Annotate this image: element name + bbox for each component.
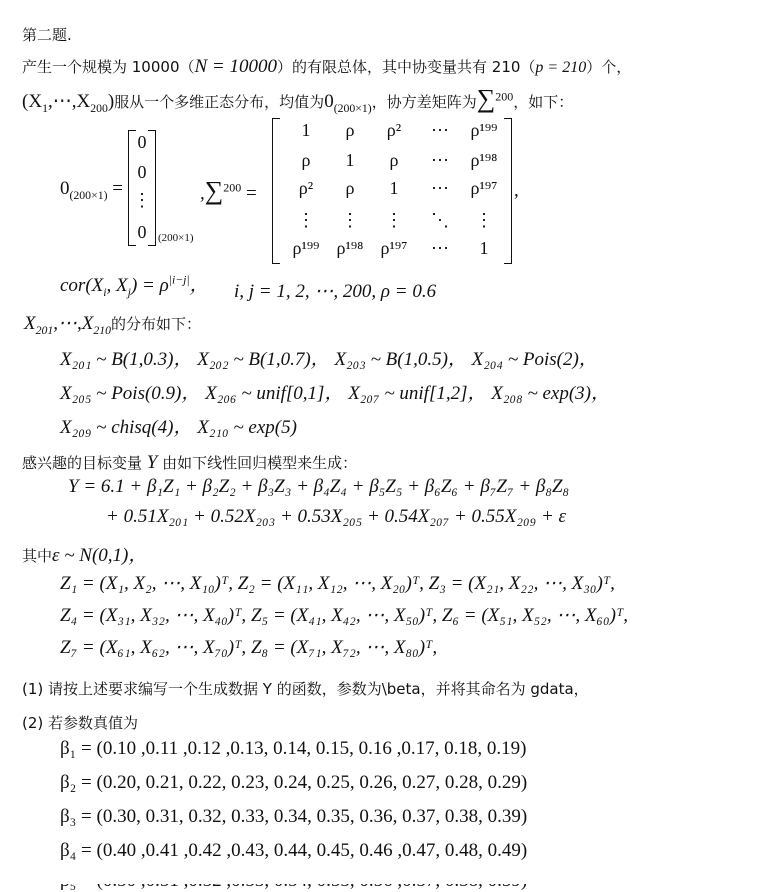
cov-cell: ⋮	[341, 210, 359, 230]
dist-item: X₂₀₂ ~ B(1,0.7)，	[197, 349, 330, 370]
problem-title: 第二题.	[22, 26, 72, 44]
intro-line-2: $(X_1,\cdots,X_{200})$服从一个多维正态分布，均值为$0_{(200\times 1)}$，协方差矩阵为∑$^{200}$，如下：	[22, 84, 574, 115]
mean-vector-label: $0_{(200\times 1)}$ =	[60, 178, 123, 202]
z-def: Z₂ = (X₁₁, X₁₂, ⋯, X₂₀)ᵀ,	[237, 573, 424, 594]
cov-cell: ⋮	[475, 210, 493, 230]
cov-cell: ρ¹⁹⁹	[470, 120, 498, 140]
cov-cell: ρ¹⁹⁸	[470, 150, 498, 170]
correlation-formula: $cor(X_i$, $X_j) = \rho^{|i-j|}$，	[60, 273, 209, 299]
covariance-matrix	[272, 118, 512, 264]
cov-cell: 1	[345, 150, 355, 170]
cov-cell: ⋯	[431, 150, 449, 170]
mean-vector-sub: (200×1)	[158, 232, 194, 244]
cov-comma: ,	[514, 180, 519, 201]
cov-cell: ρ	[301, 150, 311, 170]
dist-row-2	[60, 378, 610, 405]
dist-item: X₂₀₅ ~ Pois(0.9)，	[60, 383, 201, 404]
sigma-symbol: ∑	[476, 84, 496, 113]
mean-vector	[128, 130, 156, 246]
cov-cell: ρ²	[386, 120, 402, 140]
mean-entry: 0	[137, 132, 147, 152]
cov-cell: 1	[389, 178, 399, 198]
correlation-condition: i, j = 1, 2, ⋯, 200, ρ = 0.6	[234, 281, 437, 302]
intro-line-2-end: ，如下：	[513, 93, 574, 111]
intro-line-2-text: 服从一个多维正态分布，均值为	[114, 93, 325, 111]
dist-item: X₂₀₄ ~ Pois(2)，	[471, 349, 598, 370]
cov-cell: ρ	[345, 120, 355, 140]
cov-cell: 1	[301, 120, 311, 140]
cov-cell: 1	[479, 238, 489, 258]
beta-2: β₂ = (0.20, 0.21, 0.22, 0.23, 0.24, 0.25, 0.26, 0.27, 0.28, 0.29)	[60, 772, 528, 793]
beta-4: β₄ = (0.40 ,0.41 ,0.42 ,0.43, 0.44, 0.45, 0.46 ,0.47, 0.48, 0.49)	[60, 840, 528, 861]
dist-header: $X_{201},\cdots,X_{210}$的分布如下：	[24, 313, 202, 337]
mean-entry: 0	[137, 162, 147, 182]
z-def: Z₄ = (X₃₁, X₃₂, ⋯, X₄₀)ᵀ,	[60, 605, 247, 626]
intro-text-1: 产生一个规模为 10000（	[22, 58, 195, 76]
mean-symbol: $0_{(200\times 1)}$	[324, 91, 372, 115]
dist-item: X₂₀₈ ~ exp(3)，	[491, 383, 610, 404]
epsilon-line: 其中ε ~ N(0,1)，	[22, 545, 148, 566]
cov-cell: ρ¹⁹⁸	[336, 238, 364, 258]
z-def: Z₁ = (X₁, X₂, ⋯, X₁₀)ᵀ,	[60, 573, 233, 594]
question-1: (1) 请按上述要求编写一个生成数据 Y 的函数，参数为\beta，并将其命名为 gdata，	[22, 680, 589, 698]
z-def: Z₆ = (X₅₁, X₅₂, ⋯, X₆₀)ᵀ,	[441, 605, 629, 626]
z-def: Z₅ = (X₄₁, X₄₂, ⋯, X₅₀)ᵀ,	[250, 605, 438, 626]
cov-cell: ⋮	[385, 210, 403, 230]
dist-row-1	[60, 344, 598, 371]
cov-cell: ρ¹⁹⁷	[380, 238, 408, 258]
beta-3: β₃ = (0.30, 0.31, 0.32, 0.33, 0.34, 0.35, 0.36, 0.37, 0.38, 0.39)	[60, 806, 528, 827]
p-equation: p = 210	[535, 59, 587, 76]
cov-cell: ⋮	[297, 210, 315, 230]
intro-line-1	[22, 56, 631, 78]
cov-cell: ⋯	[431, 238, 449, 258]
question-2: (2) 若参数真值为	[22, 714, 139, 732]
page-cutoff	[0, 872, 773, 884]
cov-cell: ρ¹⁹⁹	[292, 238, 320, 258]
intro-text-3: ）个，	[586, 58, 632, 76]
cov-cell: ρ¹⁹⁷	[470, 178, 498, 198]
model-intro: 感兴趣的目标变量 Y 由如下线性回归模型来生成：	[22, 452, 358, 473]
z-def: Z₈ = (X₇₁, X₇₂, ⋯, X₈₀)ᵀ,	[250, 637, 438, 658]
dist-item: X₂₀₁ ~ B(1,0.3)，	[60, 349, 193, 370]
cov-cell: ⋯	[431, 178, 449, 198]
mean-entry: 0	[137, 222, 147, 242]
dist-item: X₂₀₆ ~ unif[0,1]，	[205, 383, 344, 404]
x-vector: $(X_1,\cdots,X_{200})$	[22, 91, 115, 115]
model-equation-line-1: Y = 6.1 + β₁Z₁ + β₂Z₂ + β₃Z₃ + β₄Z₄ + β₅Z₅ + β₆Z₆ + β₇Z₇ + β₈Z₈	[68, 476, 570, 497]
dist-item: X₂₁₀ ~ exp(5)	[197, 417, 297, 438]
n-equation: N = 10000	[194, 56, 277, 77]
dist-item: X₂₀₃ ~ B(1,0.5)，	[334, 349, 467, 370]
z-defs-row-1	[60, 572, 615, 595]
cov-cell: ⋱	[431, 210, 449, 230]
cov-cell: ρ²	[298, 178, 314, 198]
z-defs-row-2	[60, 604, 628, 627]
cov-label: ,∑$^{200}$ =	[200, 176, 257, 205]
model-equation-line-2: + 0.51X₂₀₁ + 0.52X₂₀₃ + 0.53X₂₀₅ + 0.54X₂₀₇ + 0.55X₂₀₉ + ε	[106, 506, 567, 527]
dist-row-3	[60, 412, 297, 439]
intro-line-2-cov: ，协方差矩阵为	[371, 93, 477, 111]
z-def: Z₃ = (X₂₁, X₂₂, ⋯, X₃₀)ᵀ,	[428, 573, 615, 594]
dist-item: X₂₀₉ ~ chisq(4)，	[60, 417, 193, 438]
intro-text-2: ）的有限总体，其中协变量共有 210（	[277, 58, 536, 76]
z-defs-row-3	[60, 636, 437, 659]
dist-item: X₂₀₇ ~ unif[1,2]，	[348, 383, 487, 404]
beta-1: β₁ = (0.10 ,0.11 ,0.12 ,0.13, 0.14, 0.15, 0.16 ,0.17, 0.18, 0.19)	[60, 738, 527, 759]
cov-cell: ρ	[345, 178, 355, 198]
mean-entry: ⋮	[133, 190, 151, 210]
cov-cell: ⋯	[431, 120, 449, 140]
z-def: Z₇ = (X₆₁, X₆₂, ⋯, X₇₀)ᵀ,	[60, 637, 247, 658]
cov-cell: ρ	[389, 150, 399, 170]
